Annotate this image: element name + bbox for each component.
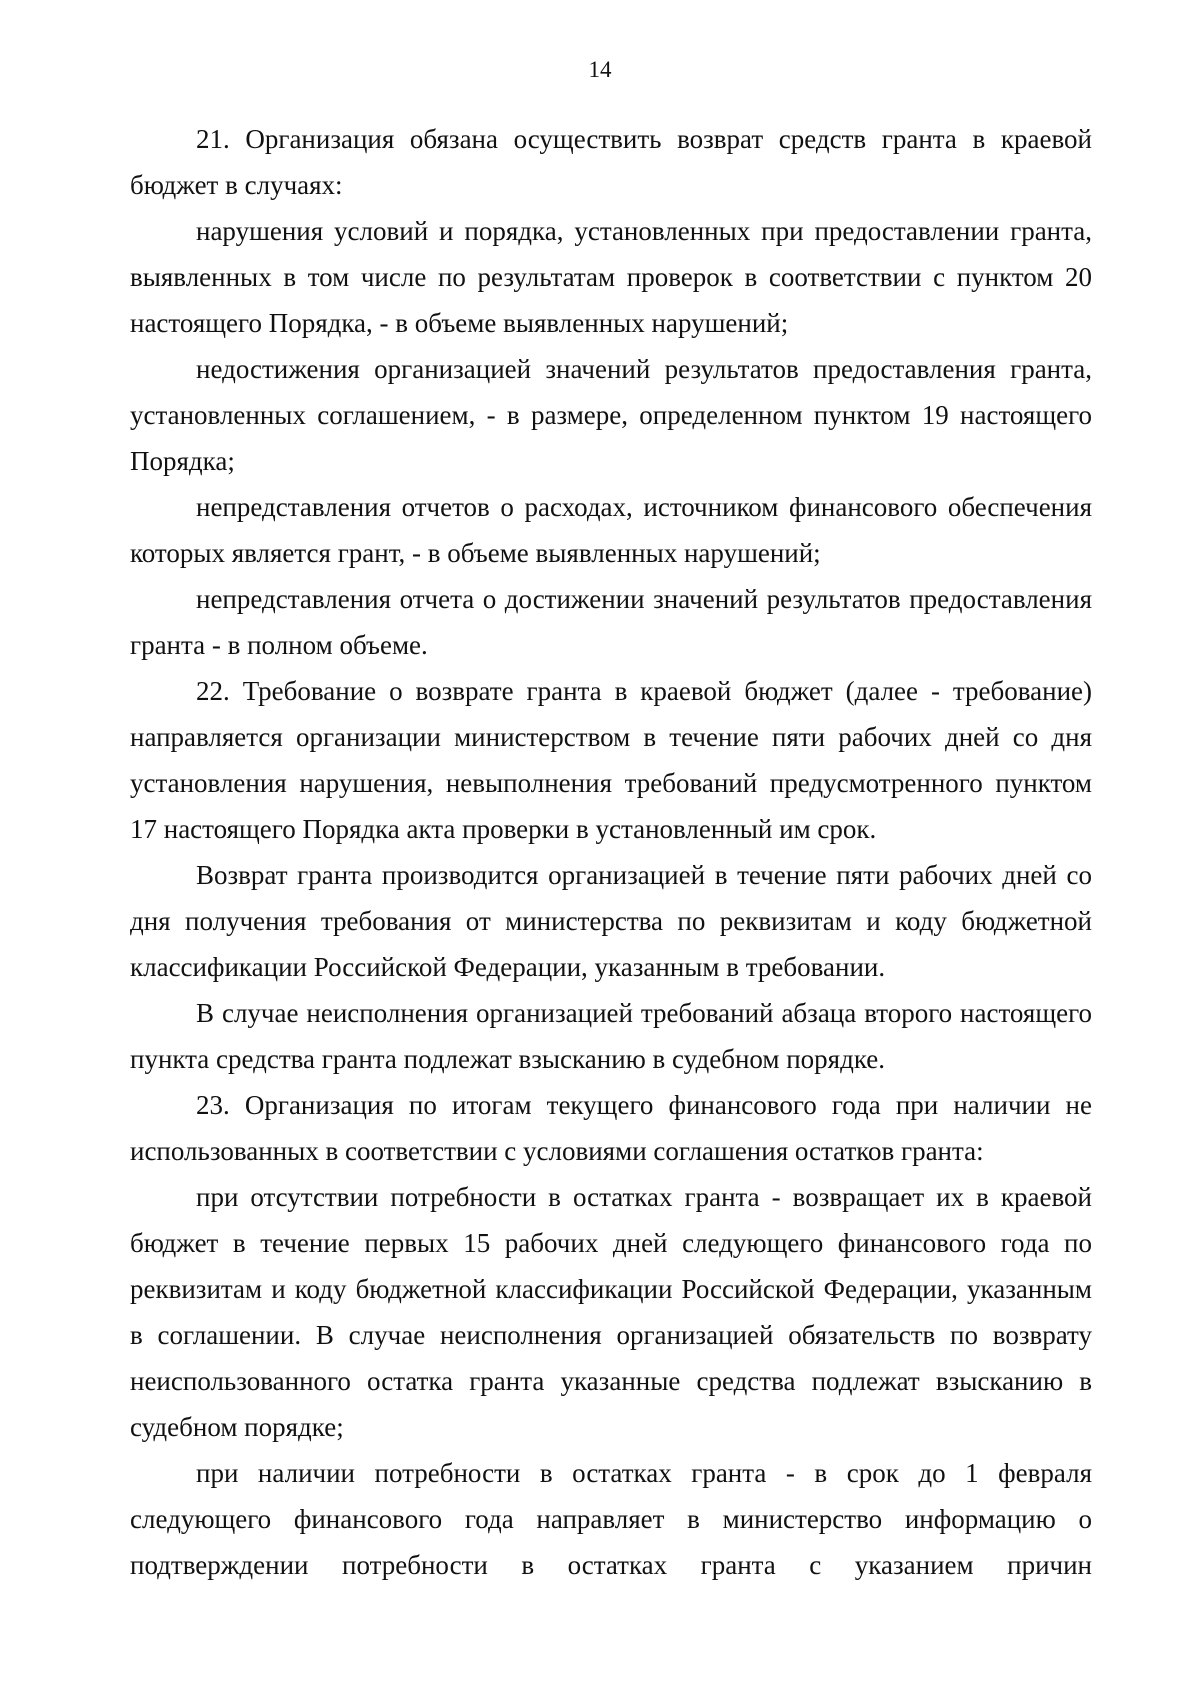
paragraph-22: 22. Требование о возврате гранта в краевой бюджет (далее - требование) направляется организации министерством в течение пяти рабочих дней со дня установления нарушения, невыполнения требований предусмотренного пунктом 17 настоящего Порядка акта проверки в установленный им срок. [130,676,1092,844]
paragraph-22-return: Возврат гранта производится организацией в течение пяти рабочих дней со дня получения требования от министерства по реквизитам и коду бюджетной классификации Российской Федерации, указанным в требовании. [130,860,1092,982]
paragraph-21-no-results-report: непредставления отчета о достижении значений результатов предоставления гранта - в полном объеме. [130,584,1092,660]
paragraph-21-violation: нарушения условий и порядка, установленных при предоставлении гранта, выявленных в том числе по результатам проверок в соответствии с пунктом 20 настоящего Порядка, - в объеме выявленных нарушений; [130,216,1092,338]
paragraph-22-court: В случае неисполнения организацией требований абзаца второго настоящего пункта средства гранта подлежат взысканию в судебном порядке. [130,998,1092,1074]
paragraph-23-need: при наличии потребности в остатках гранта - в срок до 1 февраля следующего финансового года направляет в министерство информацию о подтверждении потребности в остатках гранта с указанием причин [130,1458,1092,1580]
paragraph-21: 21. Организация обязана осуществить возврат средств гранта в краевой бюджет в случаях: [130,124,1092,200]
paragraph-23-no-need: при отсутствии потребности в остатках гранта - возвращает их в краевой бюджет в течение первых 15 рабочих дней следующего финансового года по реквизитам и коду бюджетной классификации Российской Федерации, указанным в соглашении. В случае неисполнения организацией обязательств по возврату неиспользованного остатка гранта указанные средства подлежат взысканию в судебном порядке; [130,1182,1092,1442]
paragraph-21-nonachievement: недостижения организацией значений результатов предоставления гранта, установленных соглашением, - в размере, определенном пунктом 19 настоящего Порядка; [130,354,1092,476]
paragraph-21-no-expense-reports: непредставления отчетов о расходах, источником финансового обеспечения которых является грант, - в объеме выявленных нарушений; [130,492,1092,568]
page-number: 14 [588,57,612,82]
paragraph-23: 23. Организация по итогам текущего финансового года при наличии не использованных в соответствии с условиями соглашения остатков гранта: [130,1090,1092,1166]
document-body [130,116,1092,1588]
